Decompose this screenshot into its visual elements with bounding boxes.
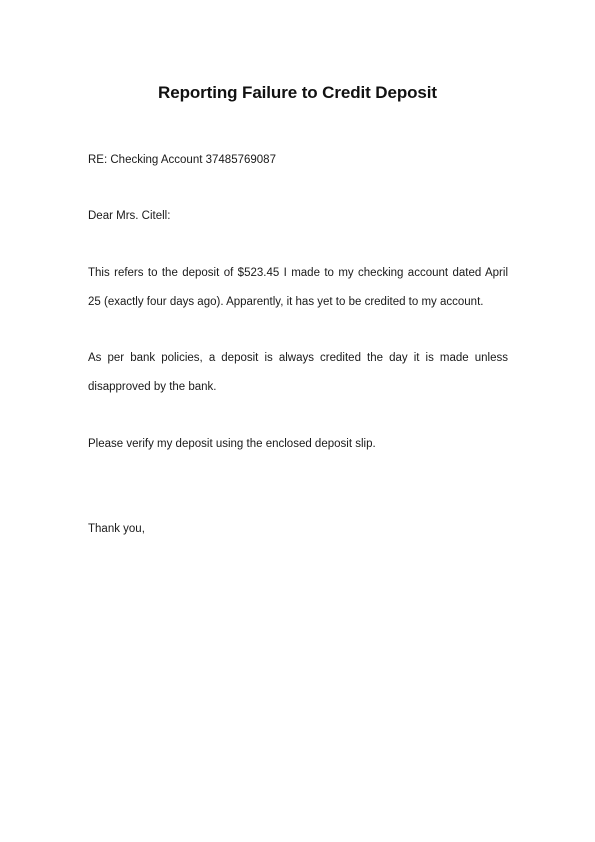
closing: Thank you, (88, 523, 145, 535)
paragraph-1-line-2: 25 (exactly four days ago). Apparently, it has yet to be credited to my account. (88, 296, 484, 308)
paragraph-1-line-1: This refers to the deposit of $523.45 I made to my checking account dated April (88, 267, 508, 279)
salutation: Dear Mrs. Citell: (88, 210, 171, 222)
paragraph-2-line-1: As per bank policies, a deposit is always credited the day it is made unless (88, 352, 508, 364)
document-title: Reporting Failure to Credit Deposit (158, 83, 437, 102)
re-line: RE: Checking Account 37485769087 (88, 154, 276, 166)
paragraph-3: Please verify my deposit using the enclosed deposit slip. (88, 438, 376, 450)
paragraph-2-line-2: disapproved by the bank. (88, 381, 217, 393)
